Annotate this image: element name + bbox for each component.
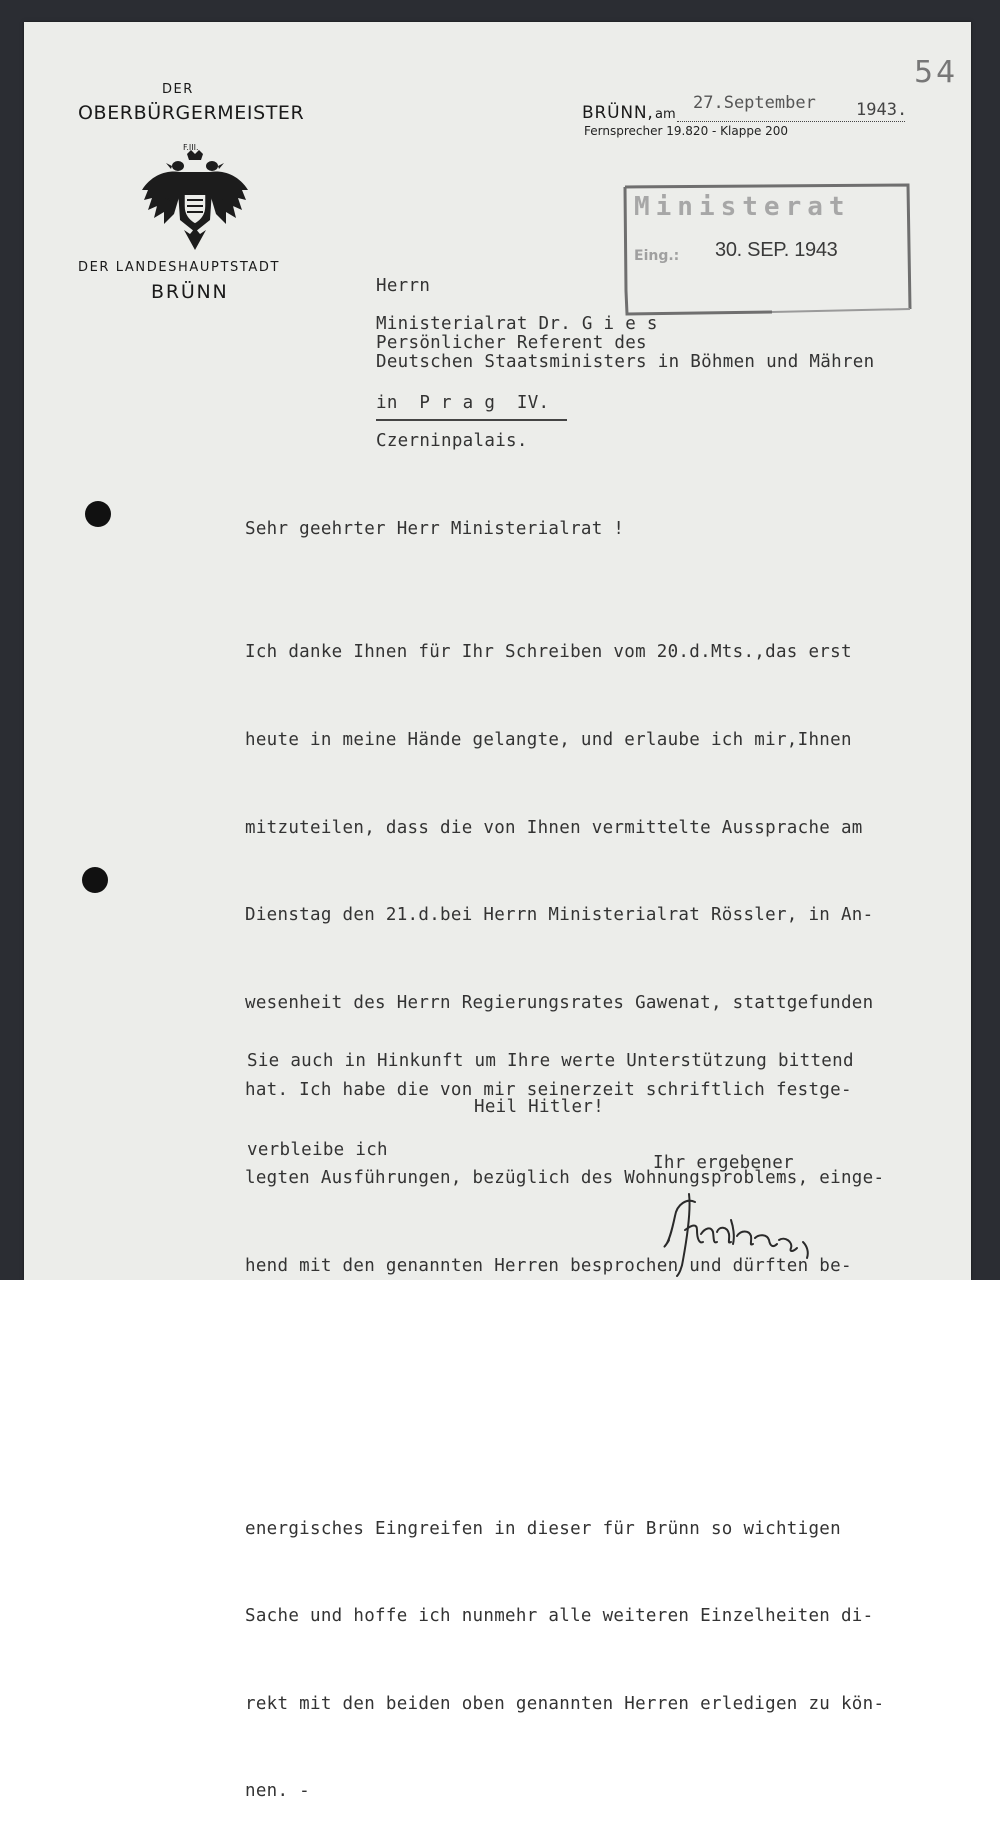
body-line: mitzuteilen, dass die von Ihnen vermittelte Aussprache am [245,817,863,838]
date-line-city: BRÜNN, [582,103,654,123]
punch-hole-bottom [82,867,108,893]
address-line: Deutschen Staatsministers in Böhmen und Mähren [376,352,875,372]
page-bottom-margin [0,1280,1000,1465]
body-line: Ich danke Ihnen für Ihr Schreiben vom 20.d.Mts.,das erst [245,642,852,663]
letterhead-title: OBERBÜRGERMEISTER [78,102,305,124]
body-line: hend mit den genannten Herren besprochen und dürften be- [245,1255,852,1276]
stamp-date: 30. SEP. 1943 [715,239,838,261]
address-street-line: Czerninpalais. [376,431,528,451]
body-line: legten Ausführungen, bezüglich des Wohnungsproblems, einge- [245,1168,885,1189]
letterhead-der: DER [162,82,194,97]
body-line: Dienstag den 21.d.bei Herrn Ministerialrat Rössler, in An- [245,905,874,926]
address-herrn: Herrn [376,276,431,296]
sign-off: Ihr ergebener [653,1153,794,1173]
letterhead-city: BRÜNN [151,281,229,303]
letterhead-subtitle: DER LANDESHAUPTSTADT [78,260,281,275]
punch-hole-top [85,501,111,527]
body-line: heute in meine Hände gelangte, und erlaube ich mir,Ihnen [245,730,852,751]
address-city-underline [376,419,567,421]
stamp-title: Ministerat [634,192,851,222]
page-number: 54 [914,55,959,90]
address-line: Persönlicher Referent des [376,333,647,353]
handwritten-signature [657,1190,827,1280]
body-line: wesenheit des Herrn Regierungsrates Gawenat, stattgefunden [245,992,874,1013]
date-day: 27.September [693,93,816,113]
closing-line: verbleibe ich [247,1139,388,1160]
date-line-am: am [655,107,676,122]
heil-line: Heil Hitler! [474,1097,605,1117]
date-year: 1943. [856,100,908,120]
body-line: nen. - [245,1781,311,1802]
closing-line: Sie auch in Hinkunft um Ihre werte Unterstützung bittend [247,1051,854,1071]
address-city-line: in P r a g IV. [376,393,550,413]
double-headed-eagle-icon [140,150,250,252]
greeting: Sehr geehrter Herr Ministerialrat ! [245,519,625,539]
emblem-label: F.III. [183,143,199,152]
date-dotted-line [677,121,905,122]
body-line: hat. Ich habe die von mir seinerzeit schriftlich festge- [245,1080,852,1101]
body-line: Sache und hoffe ich nunmehr alle weiteren Einzelheiten di- [245,1606,874,1627]
body-line: rekt mit den beiden oben genannten Herren erledigen zu kön- [245,1693,885,1714]
stamp-eing-label: Eing.: [634,248,680,264]
address-line: Ministerialrat Dr. G i e s [376,314,658,334]
body-line: energisches Eingreifen in dieser für Brünn so wichtigen [245,1518,841,1539]
phone-line: Fernsprecher 19.820 - Klappe 200 [584,124,789,138]
